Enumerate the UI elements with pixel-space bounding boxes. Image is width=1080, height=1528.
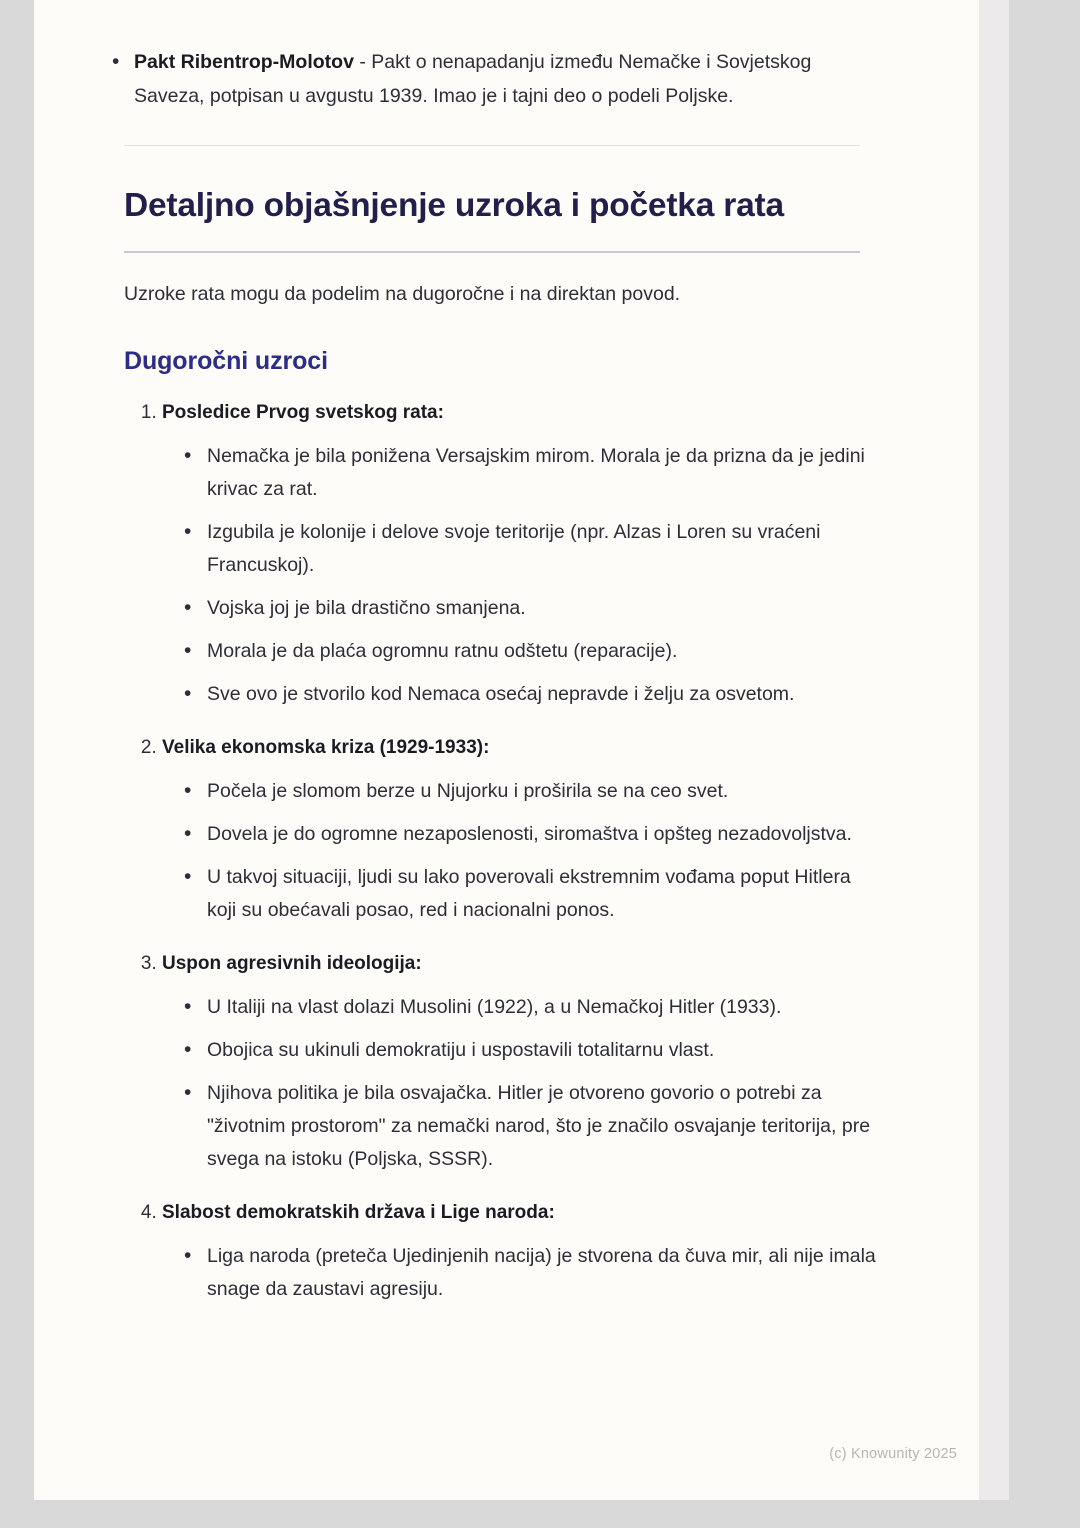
list-item: • Sve ovo je stvorilo kod Nemaca osećaj nepravde i želju za osvetom.	[184, 678, 880, 711]
list-item: • Liga naroda (preteča Ujedinjenih nacija) je stvorena da čuva mir, ali nije imala snage da zaustavi agresiju.	[184, 1240, 880, 1306]
section-divider	[124, 145, 860, 146]
cause-points	[162, 1240, 880, 1306]
list-item	[162, 949, 880, 1176]
term-label: Pakt Ribentrop-Molotov	[134, 51, 354, 73]
cause-points	[162, 775, 880, 927]
list-item	[162, 733, 880, 927]
list-item: • Morala je da plaća ogromnu ratnu odštetu (reparacije).	[184, 635, 880, 668]
term-description: - Pakt o nenapadanju između Nemačke i Sovjetskog Saveza, potpisan u avgustu 1939. Imao je i tajni deo o podeli Poljske.	[134, 51, 812, 107]
cause-heading: Posledice Prvog svetskog rata:	[162, 402, 444, 423]
scrollbar-track[interactable]	[979, 0, 1009, 1500]
title-underline	[124, 251, 860, 253]
list-item: • Izgubila je kolonije i delove svoje teritorije (npr. Alzas i Loren su vraćeni Francuskoj).	[184, 516, 880, 582]
list-item	[162, 1198, 880, 1306]
list-item: • U takvoj situaciji, ljudi su lako poverovali ekstremnim vođama poput Hitlera koji su obećavali posao, red i nacionalni ponos.	[184, 861, 880, 927]
page-title: Detaljno objašnjenje uzroka i početka rata	[124, 187, 784, 224]
cause-points	[162, 440, 880, 711]
list-item: • Obojica su ukinuli demokratiju i uspostavili totalitarnu vlast.	[184, 1034, 880, 1067]
list-item: • U Italiji na vlast dolazi Musolini (1922), a u Nemačkoj Hitler (1933).	[184, 991, 880, 1024]
cause-heading: Velika ekonomska kriza (1929-1933):	[162, 737, 490, 758]
list-item: • Nemačka je bila ponižena Versajskim mirom. Morala je da prizna da je jedini krivac za rat.	[184, 440, 880, 506]
list-item: • Počela je slomom berze u Njujorku i proširila se na ceo svet.	[184, 775, 880, 808]
intro-bullet-list	[90, 45, 880, 113]
cause-points	[162, 991, 880, 1176]
cause-heading: Slabost demokratskih država i Lige naroda:	[162, 1202, 555, 1223]
document-page	[34, 0, 979, 1500]
section-heading: Dugoročni uzroci	[124, 347, 328, 375]
list-item	[112, 45, 880, 113]
list-item	[162, 398, 880, 711]
lead-paragraph: Uzroke rata mogu da podelim na dugoročne i na direktan povod.	[124, 283, 681, 305]
document-content	[90, 0, 880, 1306]
list-item: • Vojska joj je bila drastično smanjena.	[184, 592, 880, 625]
causes-list	[134, 398, 880, 1306]
list-item: • Njihova politika je bila osvajačka. Hitler je otvoreno govorio o potrebi za "životnim prostorom" za nemački narod, što je značilo osvajanje teritorija, pre svega na istoku (Poljska, SSSR).	[184, 1077, 880, 1176]
list-item: • Dovela je do ogromne nezaposlenosti, siromaštva i opšteg nezadovoljstva.	[184, 818, 880, 851]
watermark: (c) Knowunity 2025	[829, 1446, 957, 1462]
cause-heading: Uspon agresivnih ideologija:	[162, 953, 422, 974]
